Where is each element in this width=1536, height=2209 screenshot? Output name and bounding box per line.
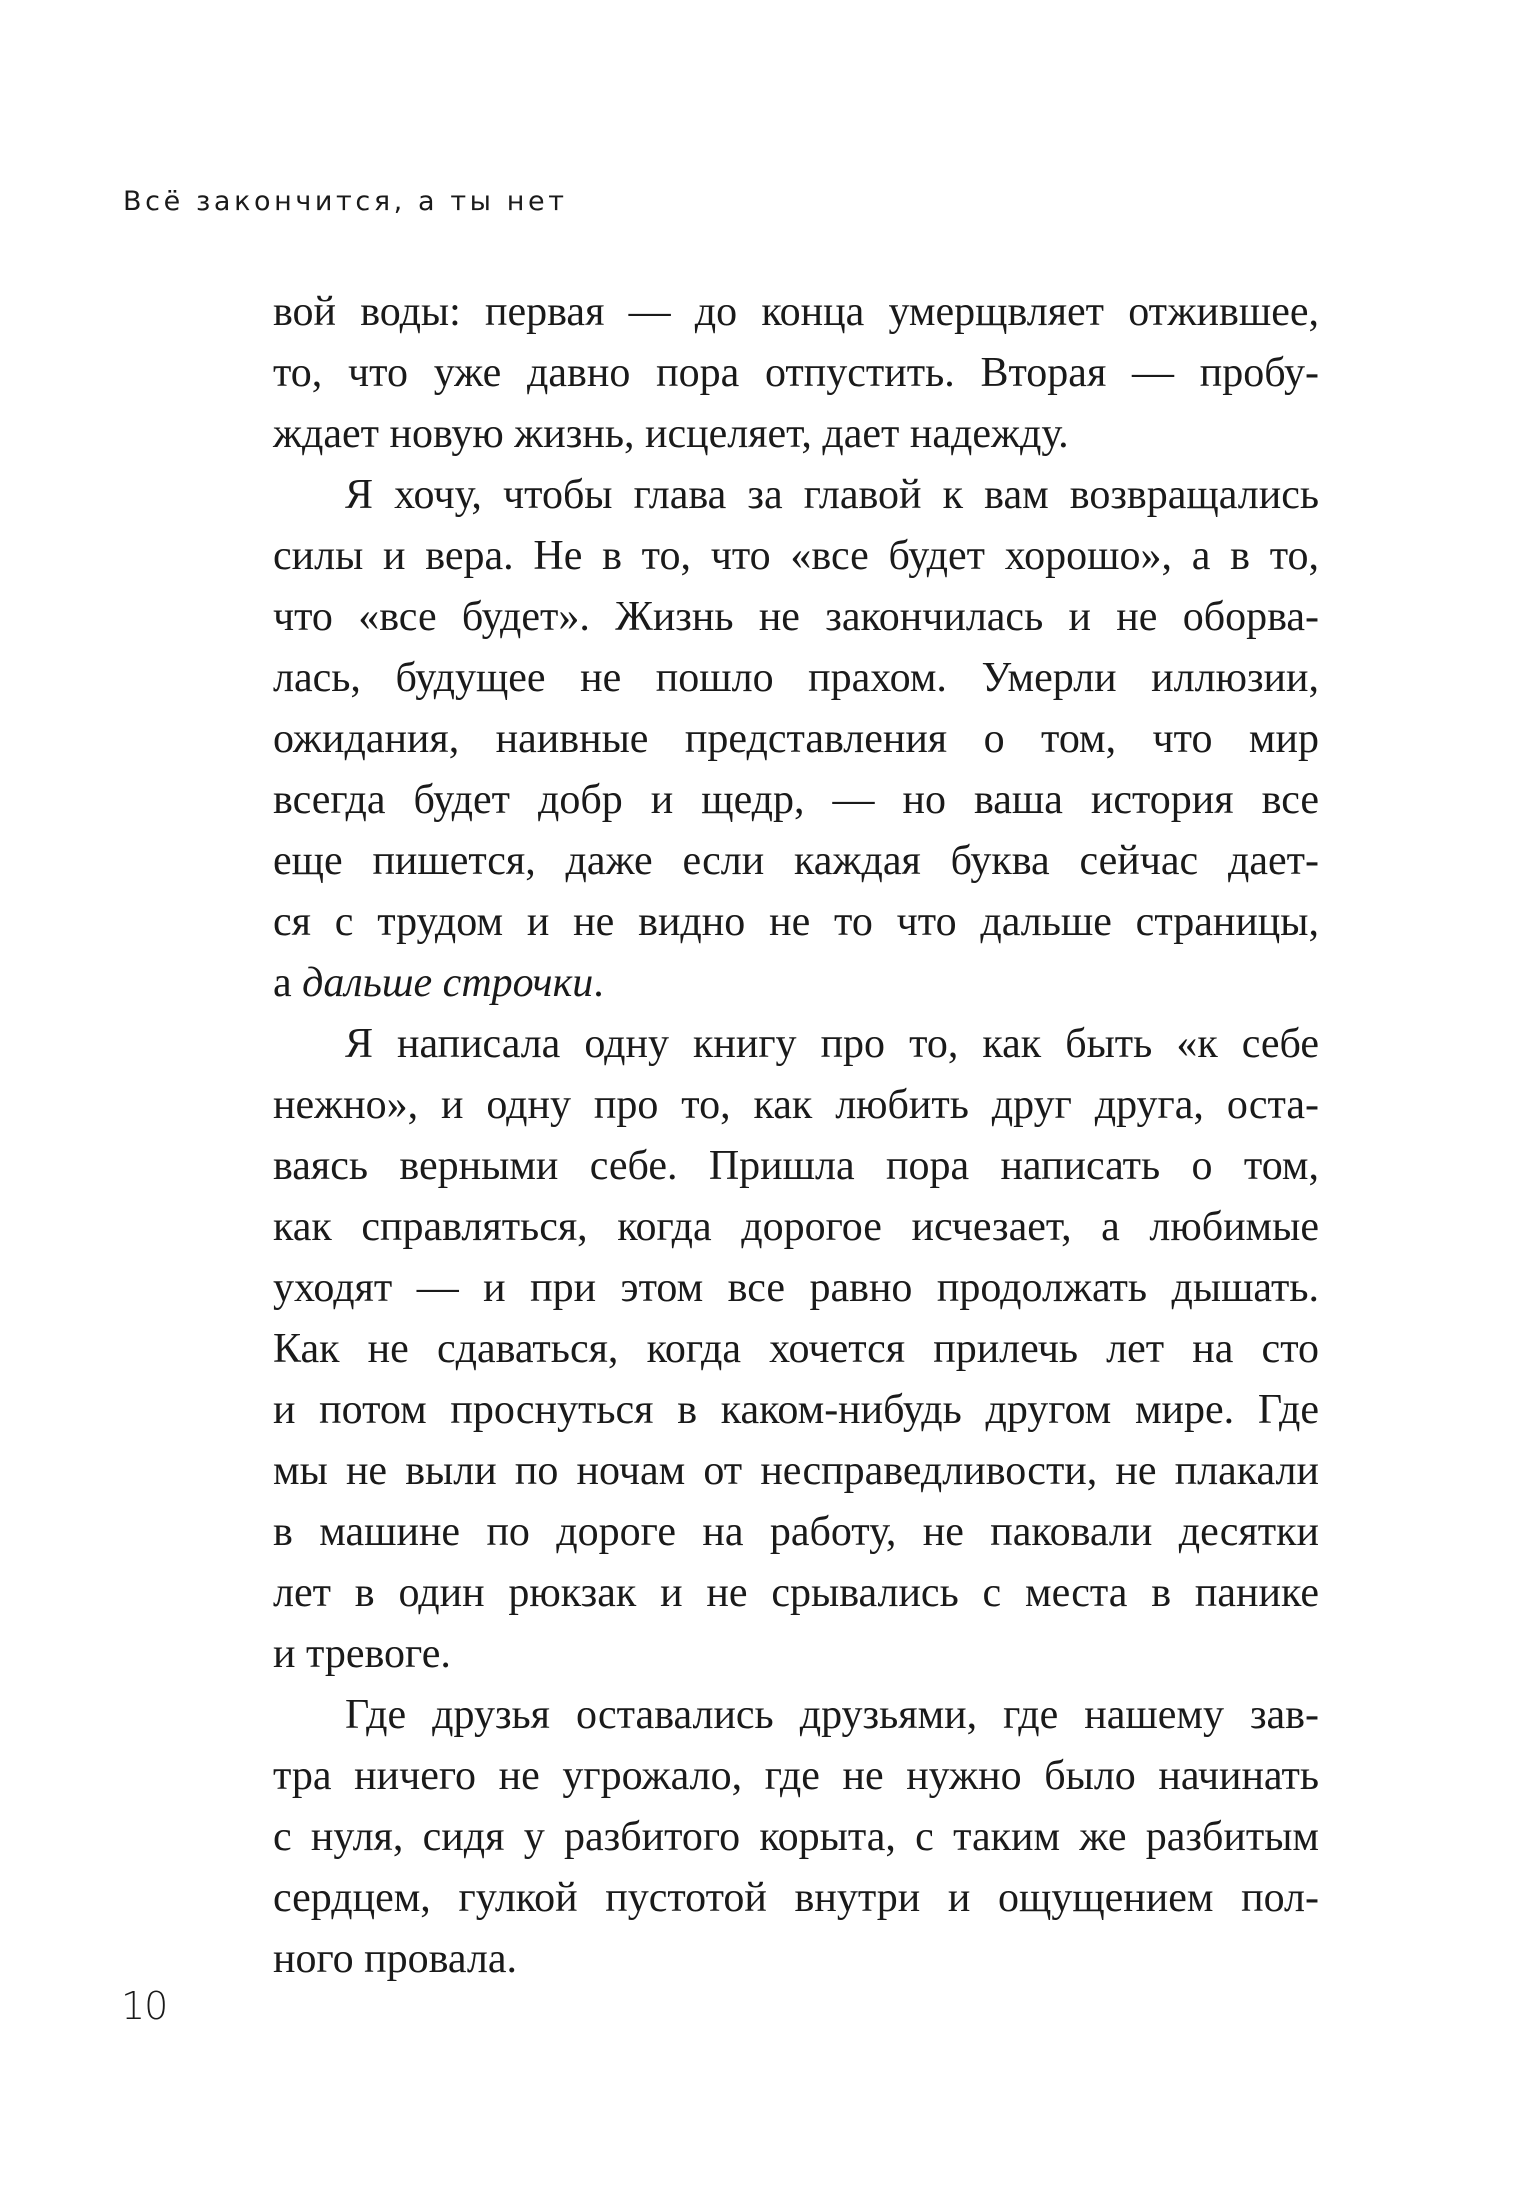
- running-head: Всё закончится, а ты нет: [123, 186, 568, 217]
- text-line: то, что уже давно пора отпустить. Вторая — пробу-: [273, 350, 1319, 396]
- text-line: мы не выли по ночам от несправедливости, не плакали: [273, 1448, 1319, 1494]
- paragraph: [273, 282, 1319, 465]
- text-line: уходят — и при этом все равно продолжать дышать.: [273, 1265, 1319, 1311]
- paragraph: [273, 1014, 1319, 1685]
- text-line: Где друзья оставались друзьями, где нашему зав-: [345, 1692, 1319, 1738]
- text-line: всегда будет добр и щедр, — но ваша история все: [273, 777, 1319, 823]
- text-line: силы и вера. Не в то, что «все будет хорошо», а в то,: [273, 533, 1319, 579]
- text-line: ждает новую жизнь, исцеляет, дает надежду.: [273, 411, 1069, 457]
- text-line: ожидания, наивные представления о том, что мир: [273, 716, 1319, 762]
- text-line: Я написала одну книгу про то, как быть «к себе: [345, 1021, 1319, 1067]
- text-line: ного провала.: [273, 1936, 518, 1982]
- text-line: вой воды: первая — до конца умерщвляет отжившее,: [273, 289, 1319, 335]
- text-line: в машине по дороге на работу, не паковали десятки: [273, 1509, 1319, 1555]
- text-line: что «все будет». Жизнь не закончилась и не оборва-: [273, 594, 1319, 640]
- text-line: сердцем, гулкой пустотой внутри и ощущением пол-: [273, 1875, 1319, 1921]
- text-line: лась, будущее не пошло прахом. Умерли иллюзии,: [273, 655, 1319, 701]
- text-line: Как не сдаваться, когда хочется прилечь лет на сто: [273, 1326, 1319, 1372]
- text-line: с нуля, сидя у разбитого корыта, с таким же разбитым: [273, 1814, 1319, 1860]
- text-line: лет в один рюкзак и не срывались с места в панике: [273, 1570, 1319, 1616]
- text-line: как справляться, когда дорогое исчезает, а любимые: [273, 1204, 1319, 1250]
- text-line: и потом проснуться в каком-нибудь другом мире. Где: [273, 1387, 1319, 1433]
- text-line: [273, 953, 1319, 1014]
- page-number: 10: [121, 1984, 168, 2028]
- body-text: [273, 282, 1319, 1990]
- text-line: тра ничего не угрожало, где не нужно было начинать: [273, 1753, 1319, 1799]
- text-fragment: .: [593, 960, 604, 1006]
- text-fragment: а: [273, 960, 303, 1006]
- text-line: ся с трудом и не видно не то что дальше страницы,: [273, 899, 1319, 945]
- text-line: Я хочу, чтобы глава за главой к вам возвращались: [345, 472, 1319, 518]
- text-line: еще пишется, даже если каждая буква сейчас дает-: [273, 838, 1319, 884]
- text-line: ваясь верными себе. Пришла пора написать о том,: [273, 1143, 1319, 1189]
- text-line: нежно», и одну про то, как любить друг друга, оста-: [273, 1082, 1319, 1128]
- italic-emphasis: дальше строчки: [302, 960, 594, 1006]
- paragraph: [273, 1685, 1319, 1990]
- paragraph: [273, 465, 1319, 1014]
- text-line: и тревоге.: [273, 1631, 451, 1677]
